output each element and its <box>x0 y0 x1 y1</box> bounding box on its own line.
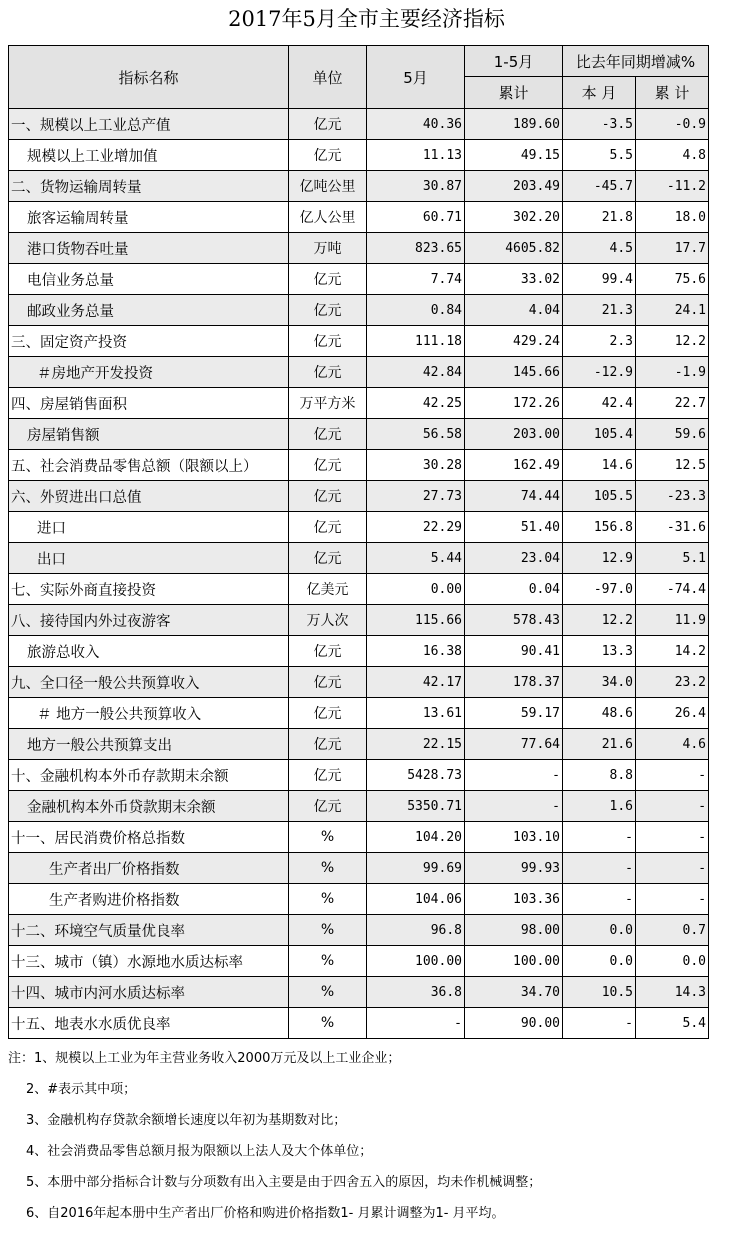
row-unit: 亿吨公里 <box>289 171 367 202</box>
header-unit: 单位 <box>289 46 367 109</box>
row-change-month: -45.7 <box>563 171 636 202</box>
table-row <box>9 791 709 822</box>
row-change-cumulative: 14.3 <box>636 977 709 1008</box>
row-change-cumulative: 5.4 <box>636 1008 709 1039</box>
row-name: 进口 <box>9 512 289 543</box>
row-change-cumulative: -11.2 <box>636 171 709 202</box>
row-cumulative-value: 4605.82 <box>465 233 563 264</box>
row-change-month: 0.0 <box>563 915 636 946</box>
row-unit: 亿人公里 <box>289 202 367 233</box>
row-change-cumulative: 4.6 <box>636 729 709 760</box>
row-cumulative-value: 429.24 <box>465 326 563 357</box>
row-name: 五、社会消费品零售总额（限额以上） <box>9 450 289 481</box>
footnote: 4、社会消费品零售总额月报为限额以上法人及大个体单位； <box>26 1144 373 1159</box>
row-change-month: 12.9 <box>563 543 636 574</box>
row-name: 出口 <box>9 543 289 574</box>
row-unit: 亿元 <box>289 357 367 388</box>
row-name: 一、规模以上工业总产值 <box>9 109 289 140</box>
row-change-cumulative: - <box>636 791 709 822</box>
row-month-value: 56.58 <box>367 419 465 450</box>
row-cumulative-value: 33.02 <box>465 264 563 295</box>
row-name: 九、全口径一般公共预算收入 <box>9 667 289 698</box>
footnote: 6、自2016年起本册中生产者出厂价格和购进价格指数1- 月累计调整为1- 月平均。 <box>26 1206 505 1221</box>
table-row <box>9 977 709 1008</box>
row-month-value: 823.65 <box>367 233 465 264</box>
row-unit: 亿元 <box>289 667 367 698</box>
row-unit: 万人次 <box>289 605 367 636</box>
row-name: 二、货物运输周转量 <box>9 171 289 202</box>
row-change-cumulative: 59.6 <box>636 419 709 450</box>
row-change-month: 21.8 <box>563 202 636 233</box>
row-month-value: 42.25 <box>367 388 465 419</box>
row-change-month: 21.6 <box>563 729 636 760</box>
row-change-month: - <box>563 853 636 884</box>
row-month-value: 5350.71 <box>367 791 465 822</box>
row-change-month: 42.4 <box>563 388 636 419</box>
table-row <box>9 326 709 357</box>
row-cumulative-value: 49.15 <box>465 140 563 171</box>
row-change-month: 156.8 <box>563 512 636 543</box>
header-name: 指标名称 <box>9 46 289 109</box>
header-cum-period: 1-5月 <box>465 46 563 77</box>
table-row <box>9 667 709 698</box>
row-change-month: - <box>563 884 636 915</box>
row-change-month: 48.6 <box>563 698 636 729</box>
row-change-cumulative: 12.5 <box>636 450 709 481</box>
row-name: 七、实际外商直接投资 <box>9 574 289 605</box>
row-unit: 亿元 <box>289 140 367 171</box>
table-row <box>9 233 709 264</box>
header-change-cum: 累 计 <box>636 77 709 109</box>
row-change-cumulative: 5.1 <box>636 543 709 574</box>
row-month-value: 99.69 <box>367 853 465 884</box>
row-change-month: 14.6 <box>563 450 636 481</box>
header-change: 比去年同期增减% <box>563 46 709 77</box>
table-row <box>9 822 709 853</box>
row-unit: 亿美元 <box>289 574 367 605</box>
row-name: ＃ 地方一般公共预算收入 <box>9 698 289 729</box>
row-unit: 亿元 <box>289 543 367 574</box>
row-name: 电信业务总量 <box>9 264 289 295</box>
row-change-month: 12.2 <box>563 605 636 636</box>
row-month-value: 5428.73 <box>367 760 465 791</box>
row-month-value: 27.73 <box>367 481 465 512</box>
row-unit: 亿元 <box>289 109 367 140</box>
row-name: 邮政业务总量 <box>9 295 289 326</box>
table-row <box>9 388 709 419</box>
row-change-month: 8.8 <box>563 760 636 791</box>
row-month-value: 16.38 <box>367 636 465 667</box>
row-change-cumulative: - <box>636 853 709 884</box>
row-unit: 亿元 <box>289 760 367 791</box>
header-month: 5月 <box>367 46 465 109</box>
table-row <box>9 946 709 977</box>
row-month-value: 104.06 <box>367 884 465 915</box>
table-row <box>9 450 709 481</box>
page-title: 2017年5月全市主要经济指标 <box>228 7 505 31</box>
row-month-value: 96.8 <box>367 915 465 946</box>
row-change-month: 10.5 <box>563 977 636 1008</box>
row-cumulative-value: 189.60 <box>465 109 563 140</box>
table-row <box>9 915 709 946</box>
row-unit: 万吨 <box>289 233 367 264</box>
row-cumulative-value: 34.70 <box>465 977 563 1008</box>
table-row <box>9 574 709 605</box>
row-change-month: 5.5 <box>563 140 636 171</box>
row-unit: 万平方米 <box>289 388 367 419</box>
footnote: 3、金融机构存贷款余额增长速度以年初为基期数对比； <box>26 1113 347 1128</box>
table-row <box>9 605 709 636</box>
row-name: 十二、环境空气质量优良率 <box>9 915 289 946</box>
row-name: 生产者出厂价格指数 <box>9 853 289 884</box>
row-change-month: 4.5 <box>563 233 636 264</box>
table-row <box>9 512 709 543</box>
row-name: 规模以上工业增加值 <box>9 140 289 171</box>
row-name: ＃房地产开发投资 <box>9 357 289 388</box>
row-month-value: 60.71 <box>367 202 465 233</box>
row-unit: 亿元 <box>289 481 367 512</box>
row-unit: % <box>289 822 367 853</box>
row-change-month: 13.3 <box>563 636 636 667</box>
table-row <box>9 202 709 233</box>
row-change-month: - <box>563 822 636 853</box>
row-month-value: 104.20 <box>367 822 465 853</box>
row-month-value: 7.74 <box>367 264 465 295</box>
row-change-month: -12.9 <box>563 357 636 388</box>
row-change-cumulative: 17.7 <box>636 233 709 264</box>
row-cumulative-value: 74.44 <box>465 481 563 512</box>
table-row <box>9 481 709 512</box>
row-month-value: 22.15 <box>367 729 465 760</box>
row-cumulative-value: 203.49 <box>465 171 563 202</box>
row-month-value: 0.00 <box>367 574 465 605</box>
row-cumulative-value: 51.40 <box>465 512 563 543</box>
table-row <box>9 140 709 171</box>
row-change-month: 2.3 <box>563 326 636 357</box>
footnote: 注：1、规模以上工业为年主营业务收入2000万元及以上工业企业； <box>8 1051 401 1066</box>
row-unit: 亿元 <box>289 729 367 760</box>
row-change-cumulative: - <box>636 760 709 791</box>
row-cumulative-value: 23.04 <box>465 543 563 574</box>
row-month-value: 0.84 <box>367 295 465 326</box>
row-change-cumulative: 24.1 <box>636 295 709 326</box>
row-change-cumulative: - <box>636 884 709 915</box>
row-change-cumulative: 4.8 <box>636 140 709 171</box>
row-unit: % <box>289 946 367 977</box>
row-name: 十四、城市内河水质达标率 <box>9 977 289 1008</box>
row-change-month: 105.5 <box>563 481 636 512</box>
table-header <box>9 46 709 109</box>
table-row <box>9 1008 709 1039</box>
row-unit: % <box>289 884 367 915</box>
row-month-value: 100.00 <box>367 946 465 977</box>
row-cumulative-value: 145.66 <box>465 357 563 388</box>
row-month-value: 11.13 <box>367 140 465 171</box>
row-unit: % <box>289 853 367 884</box>
row-name: 房屋销售额 <box>9 419 289 450</box>
row-change-cumulative: -1.9 <box>636 357 709 388</box>
row-unit: 亿元 <box>289 450 367 481</box>
row-change-cumulative: -31.6 <box>636 512 709 543</box>
row-cumulative-value: 578.43 <box>465 605 563 636</box>
row-month-value: 42.17 <box>367 667 465 698</box>
row-change-cumulative: 12.2 <box>636 326 709 357</box>
header-cum: 累计 <box>465 77 563 109</box>
table-row <box>9 295 709 326</box>
row-unit: 亿元 <box>289 264 367 295</box>
row-name: 十、金融机构本外币存款期末余额 <box>9 760 289 791</box>
row-change-cumulative: -74.4 <box>636 574 709 605</box>
row-change-month: 0.0 <box>563 946 636 977</box>
row-unit: % <box>289 977 367 1008</box>
row-change-month: 1.6 <box>563 791 636 822</box>
row-month-value: 40.36 <box>367 109 465 140</box>
row-unit: 亿元 <box>289 791 367 822</box>
row-change-cumulative: 18.0 <box>636 202 709 233</box>
row-unit: 亿元 <box>289 419 367 450</box>
row-month-value: 30.28 <box>367 450 465 481</box>
row-unit: 亿元 <box>289 512 367 543</box>
row-cumulative-value: 99.93 <box>465 853 563 884</box>
row-cumulative-value: 77.64 <box>465 729 563 760</box>
table-row <box>9 109 709 140</box>
row-change-month: -97.0 <box>563 574 636 605</box>
table-body <box>9 109 709 1039</box>
row-change-month: 34.0 <box>563 667 636 698</box>
row-name: 旅客运输周转量 <box>9 202 289 233</box>
row-cumulative-value: 90.00 <box>465 1008 563 1039</box>
row-month-value: 13.61 <box>367 698 465 729</box>
table-row <box>9 884 709 915</box>
row-month-value: 111.18 <box>367 326 465 357</box>
row-name: 八、接待国内外过夜游客 <box>9 605 289 636</box>
row-name: 十五、地表水水质优良率 <box>9 1008 289 1039</box>
row-name: 生产者购进价格指数 <box>9 884 289 915</box>
row-cumulative-value: 4.04 <box>465 295 563 326</box>
table-row <box>9 419 709 450</box>
row-cumulative-value: 100.00 <box>465 946 563 977</box>
row-change-cumulative: 75.6 <box>636 264 709 295</box>
row-change-month: 99.4 <box>563 264 636 295</box>
table-row <box>9 729 709 760</box>
table-row <box>9 171 709 202</box>
row-cumulative-value: 98.00 <box>465 915 563 946</box>
row-change-cumulative: 22.7 <box>636 388 709 419</box>
row-unit: % <box>289 1008 367 1039</box>
row-change-cumulative: 11.9 <box>636 605 709 636</box>
row-month-value: 5.44 <box>367 543 465 574</box>
row-name: 十一、居民消费价格总指数 <box>9 822 289 853</box>
row-change-cumulative: 14.2 <box>636 636 709 667</box>
row-change-cumulative: 0.7 <box>636 915 709 946</box>
row-cumulative-value: 103.10 <box>465 822 563 853</box>
row-unit: 亿元 <box>289 698 367 729</box>
table-row <box>9 853 709 884</box>
row-cumulative-value: 103.36 <box>465 884 563 915</box>
row-month-value: 115.66 <box>367 605 465 636</box>
row-change-cumulative: 0.0 <box>636 946 709 977</box>
header-change-month: 本 月 <box>563 77 636 109</box>
row-cumulative-value: 172.26 <box>465 388 563 419</box>
row-change-month: 105.4 <box>563 419 636 450</box>
row-month-value: 42.84 <box>367 357 465 388</box>
row-name: 四、房屋销售面积 <box>9 388 289 419</box>
row-change-cumulative: 23.2 <box>636 667 709 698</box>
row-cumulative-value: 162.49 <box>465 450 563 481</box>
row-unit: 亿元 <box>289 326 367 357</box>
row-change-cumulative: - <box>636 822 709 853</box>
row-month-value: - <box>367 1008 465 1039</box>
row-name: 金融机构本外币贷款期末余额 <box>9 791 289 822</box>
row-unit: % <box>289 915 367 946</box>
row-cumulative-value: 203.00 <box>465 419 563 450</box>
table-row <box>9 543 709 574</box>
indicator-table <box>8 45 709 1039</box>
row-cumulative-value: - <box>465 760 563 791</box>
row-change-month: 21.3 <box>563 295 636 326</box>
row-cumulative-value: 0.04 <box>465 574 563 605</box>
row-change-cumulative: 26.4 <box>636 698 709 729</box>
row-name: 十三、城市（镇）水源地水质达标率 <box>9 946 289 977</box>
row-cumulative-value: - <box>465 791 563 822</box>
footnote: 5、本册中部分指标合计数与分项数有出入主要是由于四舍五入的原因，均未作机械调整； <box>26 1175 542 1190</box>
row-change-cumulative: -0.9 <box>636 109 709 140</box>
table-row <box>9 636 709 667</box>
table-row <box>9 357 709 388</box>
row-unit: 亿元 <box>289 295 367 326</box>
row-change-month: -3.5 <box>563 109 636 140</box>
row-name: 旅游总收入 <box>9 636 289 667</box>
footnotes <box>8 1043 728 1229</box>
row-month-value: 30.87 <box>367 171 465 202</box>
table-row <box>9 264 709 295</box>
row-change-cumulative: -23.3 <box>636 481 709 512</box>
row-cumulative-value: 59.17 <box>465 698 563 729</box>
row-month-value: 36.8 <box>367 977 465 1008</box>
row-name: 三、固定资产投资 <box>9 326 289 357</box>
row-cumulative-value: 90.41 <box>465 636 563 667</box>
row-change-month: - <box>563 1008 636 1039</box>
footnote: 2、#表示其中项； <box>26 1082 137 1097</box>
row-name: 地方一般公共预算支出 <box>9 729 289 760</box>
row-unit: 亿元 <box>289 636 367 667</box>
row-month-value: 22.29 <box>367 512 465 543</box>
table-row <box>9 698 709 729</box>
row-cumulative-value: 178.37 <box>465 667 563 698</box>
row-name: 港口货物吞吐量 <box>9 233 289 264</box>
row-name: 六、外贸进出口总值 <box>9 481 289 512</box>
table-row <box>9 760 709 791</box>
row-cumulative-value: 302.20 <box>465 202 563 233</box>
